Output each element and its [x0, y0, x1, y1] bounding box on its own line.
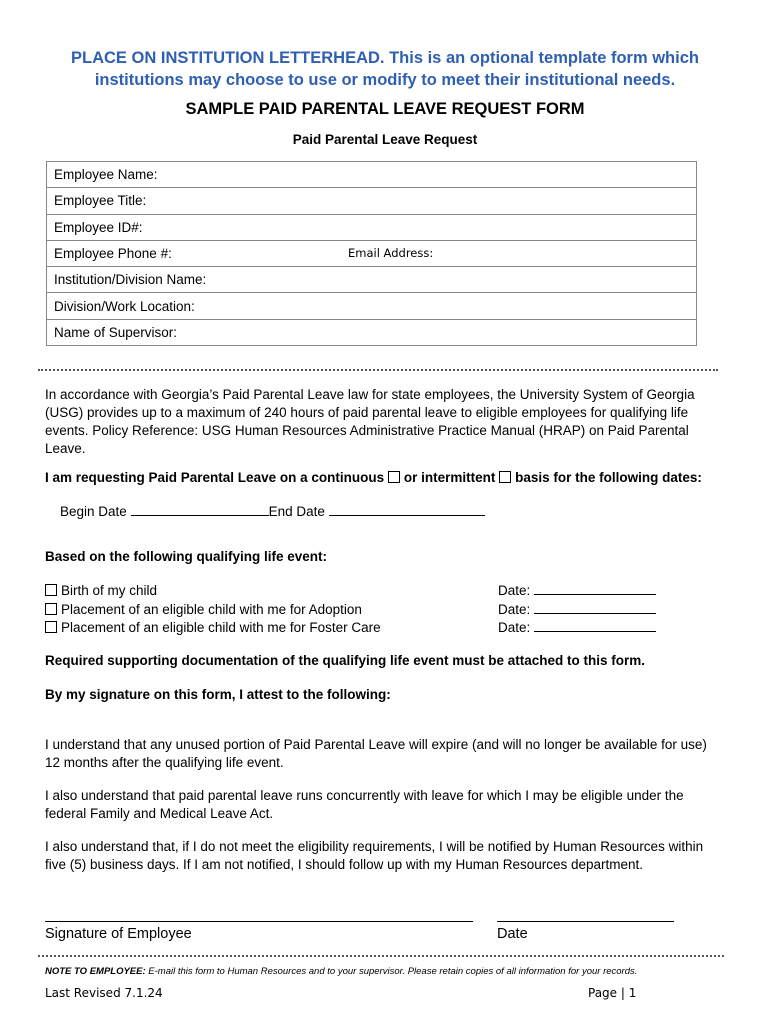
birth-date-input[interactable]: [534, 583, 656, 595]
page-number: Page | 1: [588, 986, 637, 1000]
letterhead-note: [0, 47, 770, 91]
end-date-input[interactable]: [329, 504, 485, 516]
signature-label: Signature of Employee: [45, 926, 192, 942]
list-item: [45, 619, 725, 638]
attestation-3: I also understand that, if I do not meet the eligibility requirements, I will be notified by Human Resources within five (5) business days. If I am not notified, I should follow up with my Human Resources department.: [45, 839, 704, 872]
begin-date-input[interactable]: [131, 504, 269, 516]
leave-dates-row: [60, 503, 740, 521]
list-item: [45, 582, 725, 601]
request-text-1: I am requesting Paid Parental Leave on a continuous: [45, 470, 385, 485]
continuous-checkbox[interactable]: [388, 471, 400, 483]
adoption-checkbox[interactable]: [45, 603, 57, 615]
date-label: Date:: [498, 601, 531, 617]
event-date: [498, 601, 656, 619]
birth-checkbox[interactable]: [45, 584, 57, 596]
foster-care-checkbox[interactable]: [45, 621, 57, 633]
begin-date-label: Begin Date: [60, 504, 127, 519]
note-text: E-mail this form to Human Resources and to your supervisor. Please retain copies of all information for your records.: [145, 966, 638, 977]
section-divider: [38, 369, 718, 371]
event-date: [498, 619, 656, 637]
list-item: [45, 601, 725, 620]
documentation-note: Required supporting documentation of the qualifying life event must be attached to this form.: [45, 653, 646, 668]
event-list: [45, 582, 725, 638]
institution-name-field[interactable]: Institution/Division Name:: [47, 267, 697, 293]
request-text-3: basis for the following dates:: [515, 470, 702, 485]
event-date: [498, 582, 656, 600]
note-divider: [38, 955, 724, 957]
date-label: Date:: [498, 620, 531, 635]
request-text-2: or intermittent: [403, 470, 496, 485]
adoption-date-input[interactable]: [534, 602, 656, 614]
form-title: SAMPLE PAID PARENTAL LEAVE REQUEST FORM: [185, 100, 585, 118]
employee-signature-line[interactable]: [45, 921, 473, 922]
event-label: Placement of an eligible child with me for Foster Care: [61, 620, 381, 635]
leave-request-statement: [45, 469, 745, 487]
work-location-field[interactable]: Division/Work Location:: [47, 293, 697, 319]
attestation-2: I also understand that paid parental leave runs concurrently with leave for which I may be eligible under the federal Family and Medical Leave Act.: [45, 788, 684, 821]
qualifying-event-heading: Based on the following qualifying life event:: [45, 549, 328, 564]
event-label: Birth of my child: [61, 583, 158, 598]
email-address-field[interactable]: Email Address:: [348, 246, 434, 260]
date-label: Date: [497, 926, 528, 942]
attest-heading: By my signature on this form, I attest to the following:: [45, 687, 391, 702]
supervisor-name-field[interactable]: Name of Supervisor:: [47, 319, 697, 345]
last-revised: Last Revised 7.1.24: [45, 986, 163, 1000]
intermittent-checkbox[interactable]: [499, 471, 511, 483]
end-date-label: End Date: [268, 504, 325, 519]
employee-id-field[interactable]: Employee ID#:: [47, 214, 697, 240]
foster-date-input[interactable]: [534, 620, 656, 632]
note-lead: NOTE TO EMPLOYEE:: [45, 966, 146, 977]
employee-title-field[interactable]: Employee Title:: [47, 188, 697, 214]
employee-name-field[interactable]: Employee Name:: [47, 162, 697, 188]
intro-paragraph: In accordance with Georgia’s Paid Parental Leave law for state employees, the University System of Georgia (USG) provides up to a maximum of 240 hours of paid parental leave to eligible employees for qualifying life events. Policy Reference: USG Human Resources Administrative Practice Manual (HRAP) on Paid Parental Leave.: [45, 387, 695, 456]
attestation-1: I understand that any unused portion of Paid Parental Leave will expire (and will no longer be available for use) 12 months after the qualifying life event.: [45, 737, 707, 770]
signature-date-line[interactable]: [497, 921, 674, 922]
employee-phone-field[interactable]: Employee Phone #:: [47, 240, 697, 266]
date-label: Date:: [498, 583, 531, 598]
letterhead-note-line2: institutions may choose to use or modify to meet their institutional needs.: [94, 71, 676, 89]
letterhead-note-line1: PLACE ON INSTITUTION LETTERHEAD. This is an optional template form which: [71, 49, 699, 67]
employee-note: [45, 966, 745, 977]
event-label: Placement of an eligible child with me for Adoption: [61, 601, 362, 617]
form-subtitle: Paid Parental Leave Request: [292, 132, 478, 147]
